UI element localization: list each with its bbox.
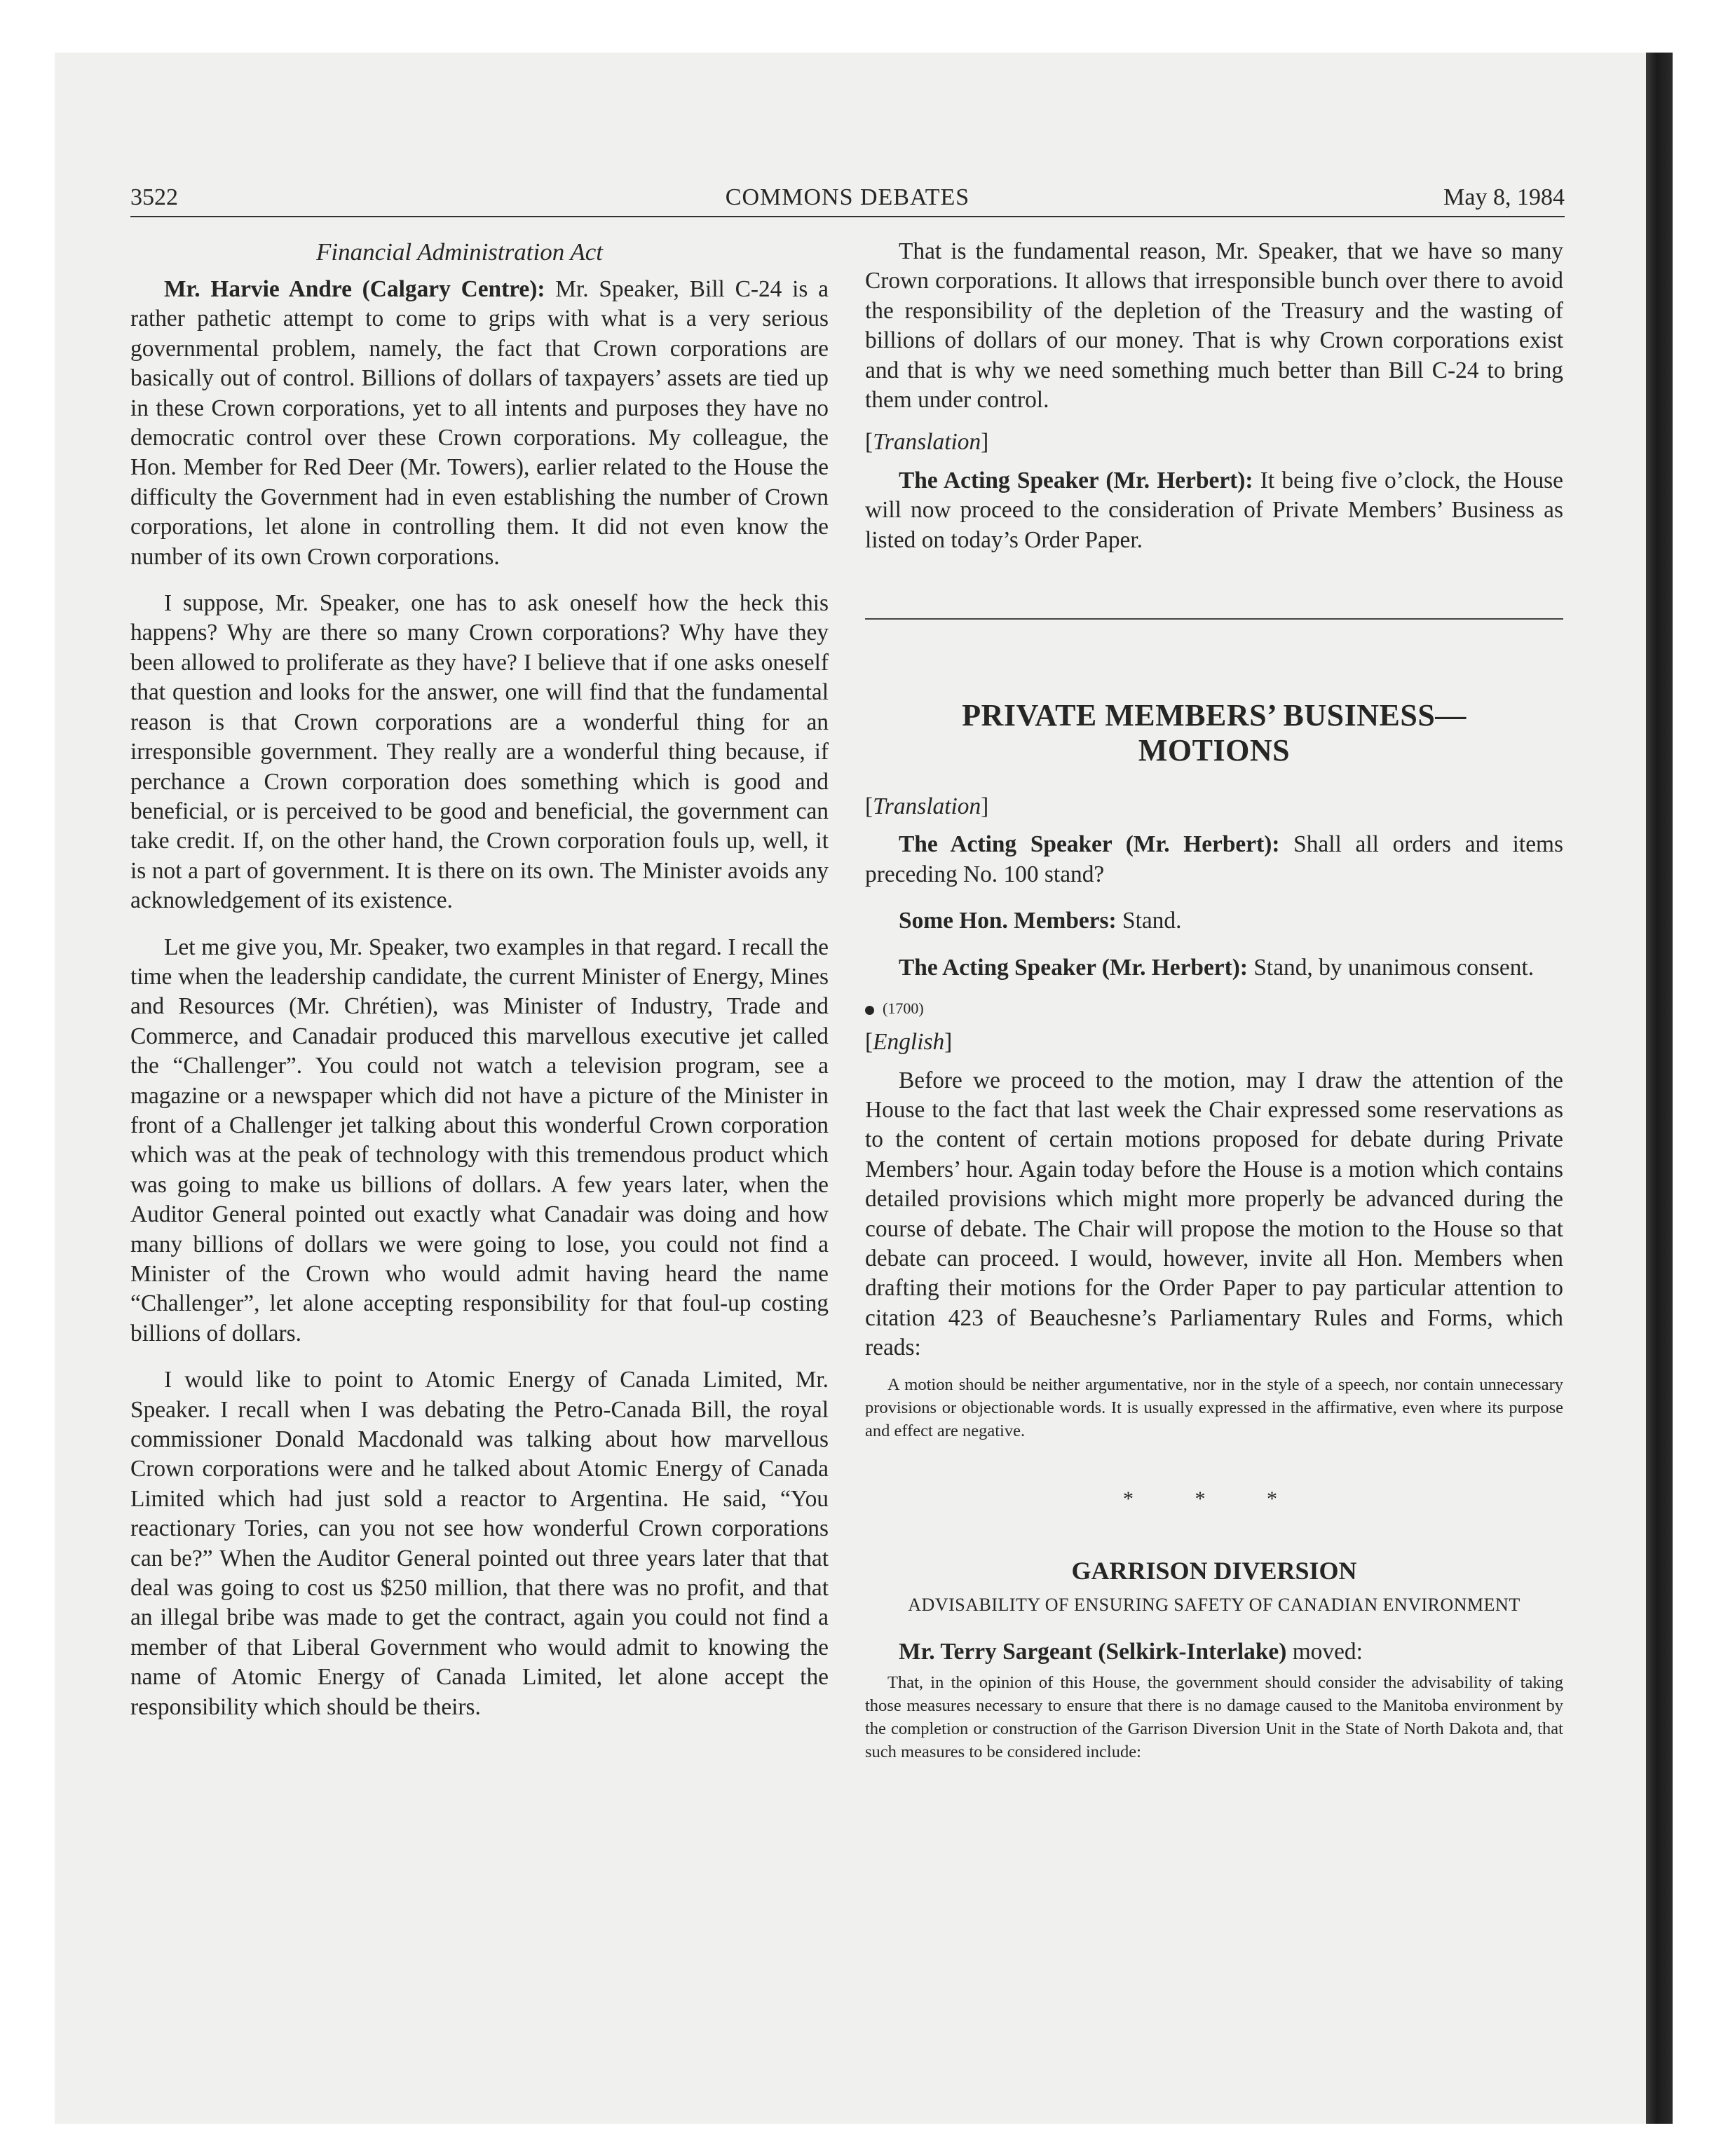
- paragraph-text: It being five o’clock, the House will now proceed to the consideration of Private Members’ Business as listed on today’s Order Paper.: [865, 467, 1563, 553]
- paragraph-text: Mr. Speaker, Bill C-24 is a rather pathetic attempt to come to grips with what is a very serious governmental problem, namely, the fact that Crown corporations are basically out of control. Billions of dollars of taxpayers’ assets are tied up in these Crown corporations, yet to all intents and purposes they have no democratic control over these Crown corporations. My colleague, the Hon. Member for Red Deer (Mr. Towers), earlier related to the House the difficulty the Government had in even establishing the number of Crown corporations, let alone in controlling them. It did not even know the number of its own Crown corporations.: [130, 276, 829, 570]
- language-label: Translation: [873, 429, 981, 456]
- speaker-name: The Acting Speaker (Mr. Herbert):: [899, 831, 1280, 858]
- speaker-name: Some Hon. Members:: [899, 908, 1117, 934]
- paragraph: [865, 906, 1563, 936]
- timestamp-marker: [865, 998, 1563, 1019]
- language-marker: [Translation]: [865, 429, 989, 456]
- section-separator: * * *: [1123, 1487, 1305, 1510]
- paragraph: [865, 830, 1563, 889]
- speaker-name: The Acting Speaker (Mr. Herbert):: [899, 467, 1253, 493]
- motion-text: That, in the opinion of this House, the government should consider the advisability of taking those measures necessary to ensure that there is no damage caused to the Manitoba environment by the completion or construction of the Garrison Diversion Unit in the State of North Dakota and, that such measures to be considered include:: [865, 1673, 1563, 1762]
- subject-heading: GARRISON DIVERSION: [1071, 1556, 1357, 1585]
- language-marker: [Translation]: [865, 793, 989, 820]
- left-column: [130, 237, 829, 1722]
- page-number: 3522: [130, 184, 178, 210]
- paragraph: Before we proceed to the motion, may I draw the attention of the House to the fact that last week the Chair expressed some reservations as to the content of certain motions proposed for debate during Private Members’ hour. Again today before the House is a motion which contains detailed provisions which might more properly be advanced during the course of debate. The Chair will propose the motion to the House so that debate can proceed. I would, however, invite all Hon. Members when drafting their motions for the Order Paper to pay particular attention to citation 423 of Beauchesne’s Parliamentary Rules and Forms, which reads:: [865, 1067, 1563, 1361]
- paragraph: I would like to point to Atomic Energy of Canada Limited, Mr. Speaker. I recall when I was debating the Petro-Canada Bill, the royal commissioner Donald Macdonald was talking about how marvellous Crown corporations were and he talked about Atomic Energy of Canada Limited which had just sold a reactor to Argentina. He said, “You reactionary Tories, can you not see how wonderful Crown corporations can be?” When the Auditor General pointed out three years later that that deal was going to cost us $250 million, that there was no profit, and that an illegal bribe was made to get the contract, again you could not find a member of that Liberal Government who would admit to knowing the name of Atomic Energy of Canada Limited, let alone accept the responsibility which should be theirs.: [130, 1367, 829, 1720]
- timestamp: (1700): [883, 999, 924, 1018]
- language-label: English: [873, 1029, 945, 1056]
- publication-date: May 8, 1984: [1443, 184, 1565, 210]
- section-title-line: MOTIONS: [1138, 733, 1291, 768]
- speaker-name: Mr. Terry Sargeant (Selkirk-Interlake): [899, 1638, 1287, 1665]
- section-title-line: PRIVATE MEMBERS’ BUSINESS—: [962, 698, 1467, 733]
- paragraph: [865, 466, 1563, 555]
- right-column: [865, 237, 1563, 1763]
- paragraph: Let me give you, Mr. Speaker, two examples in that regard. I recall the time when the leadership candidate, the current Minister of Energy, Mines and Resources (Mr. Chrétien), was Minister of Industry, Trade and Commerce, and Canadair produced this marvellous executive jet called the “Challenger”. You could not watch a television program, see a magazine or a newspaper which did not have a picture of the Minister in front of a Challenger jet talking about this wonderful Crown corporation which was at the peak of technology with this tremendous product which was going to make us billions of dollars. A few years later, when the Auditor General pointed out exactly what Canadair was doing and how many billions of dollars we were going to lose, you could not find a Minister of the Crown who would admit having heard the name “Challenger”, let alone accepting responsibility for that foul-up costing billions of dollars.: [130, 934, 829, 1346]
- section-divider: [865, 618, 1563, 620]
- paragraph: [130, 275, 829, 572]
- motion-intro: [865, 1637, 1563, 1667]
- bullet-icon: [865, 1006, 874, 1015]
- speaker-name: The Acting Speaker (Mr. Herbert):: [899, 954, 1248, 981]
- document-page: [130, 181, 1565, 1762]
- page-header: [130, 181, 1565, 217]
- paragraph: [865, 953, 1563, 983]
- paragraph-text: Stand, by unanimous consent.: [1248, 954, 1535, 981]
- speaker-name: Mr. Harvie Andre (Calgary Centre):: [164, 276, 545, 302]
- section-title: [865, 698, 1563, 768]
- block-quote: A motion should be neither argumentative, nor in the style of a speech, nor contain unnecessary provisions or objectionable words. It is usually expressed in the affirmative, even where its purpose and effect are negative.: [865, 1374, 1563, 1440]
- paragraph-text: Stand.: [1116, 908, 1182, 934]
- motion-moved: moved:: [1286, 1638, 1363, 1665]
- subject-subheading: ADVISABILITY OF ENSURING SAFETY OF CANADIAN ENVIRONMENT: [908, 1594, 1520, 1615]
- binding-edge: [1646, 53, 1673, 2124]
- publication-title: COMMONS DEBATES: [725, 184, 970, 210]
- paragraph-text: Shall all orders and items preceding No. 100 stand?: [865, 831, 1563, 887]
- running-title: Financial Administration Act: [316, 238, 603, 266]
- paragraph: I suppose, Mr. Speaker, one has to ask oneself how the heck this happens? Why are there so many Crown corporations? Why have they been allowed to proliferate as they have? I believe that if one asks oneself that question and looks for the answer, one will find that the fundamental reason is that Crown corporations are a wonderful thing for an irresponsible government. They really are a wonderful thing because, if perchance a Crown corporation does something which is good and beneficial, or is perceived to be good and beneficial, the government can take credit. If, on the other hand, the Crown corporation fouls up, well, it is not a part of government. It is there on its own. The Minister avoids any acknowledgement of its existence.: [130, 590, 829, 914]
- paragraph: That is the fundamental reason, Mr. Speaker, that we have so many Crown corporations. It allows that irresponsible bunch over there to avoid the responsibility of the depletion of the Treasury and the wasting of billions of dollars of our money. That is why Crown corporations exist and that is why we need something much better than Bill C-24 to bring them under control.: [865, 238, 1563, 414]
- language-marker: [English]: [865, 1029, 953, 1056]
- language-label: Translation: [873, 793, 981, 820]
